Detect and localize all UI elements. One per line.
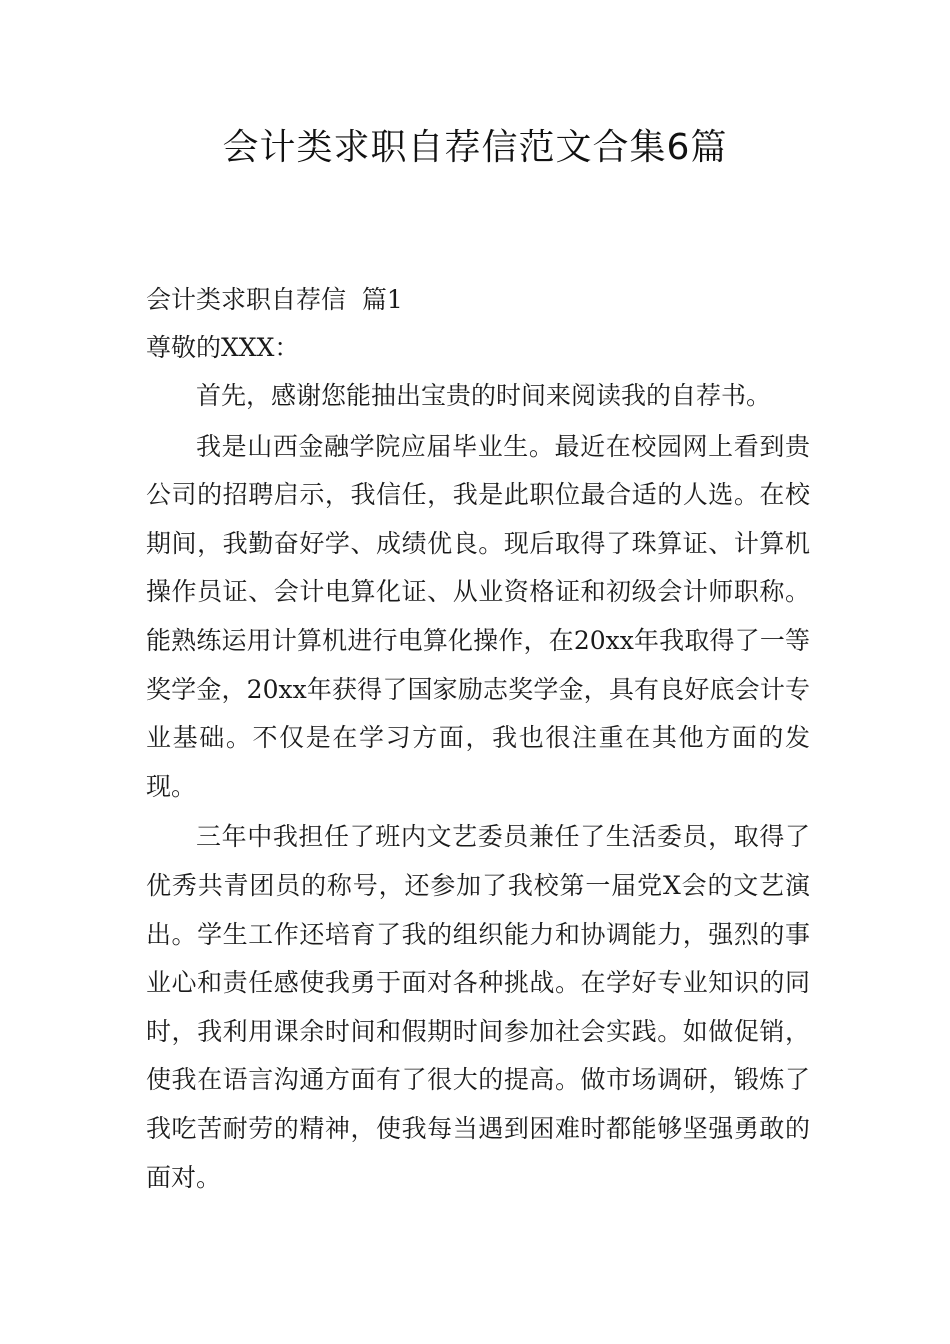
- body-paragraph-3: 三年中我担任了班内文艺委员兼任了生活委员，取得了优秀共青团员的称号，还参加了我校第一届党X会的文艺演出。学生工作还培育了我的组织能力和协调能力，强烈的事业心和责任感使我勇于面对各种挑战。在学好专业知识的同时，我利用课余时间和假期时间参加社会实践。如做促销，使我在语言沟通方面有了很大的提高。做市场调研，锻炼了我吃苦耐劳的精神，使我每当遇到困难时都能够坚强勇敢的面对。: [146, 822, 810, 1192]
- section-heading: 会计类求职自荐信 篇1: [146, 285, 403, 314]
- document-title: 会计类求职自荐信范文合集6篇: [222, 127, 728, 168]
- document-body: [146, 276, 810, 1202]
- body-paragraph-2: 我是山西金融学院应届毕业生。最近在校园网上看到贵公司的招聘启示，我信任，我是此职位最合适的人选。在校期间，我勤奋好学、成绩优良。现后取得了珠算证、计算机操作员证、会计电算化证、从业资格证和初级会计师职称。能熟练运用计算机进行电算化操作，在20xx年我取得了一等奖学金，20xx年获得了国家励志奖学金，具有良好底会计专业基础。不仅是在学习方面，我也很注重在其他方面的发现。: [146, 431, 810, 801]
- body-paragraph-1: 首先，感谢您能抽出宝贵的时间来阅读我的自荐书。: [196, 381, 772, 410]
- salutation: 尊敬的XXX：: [146, 333, 300, 362]
